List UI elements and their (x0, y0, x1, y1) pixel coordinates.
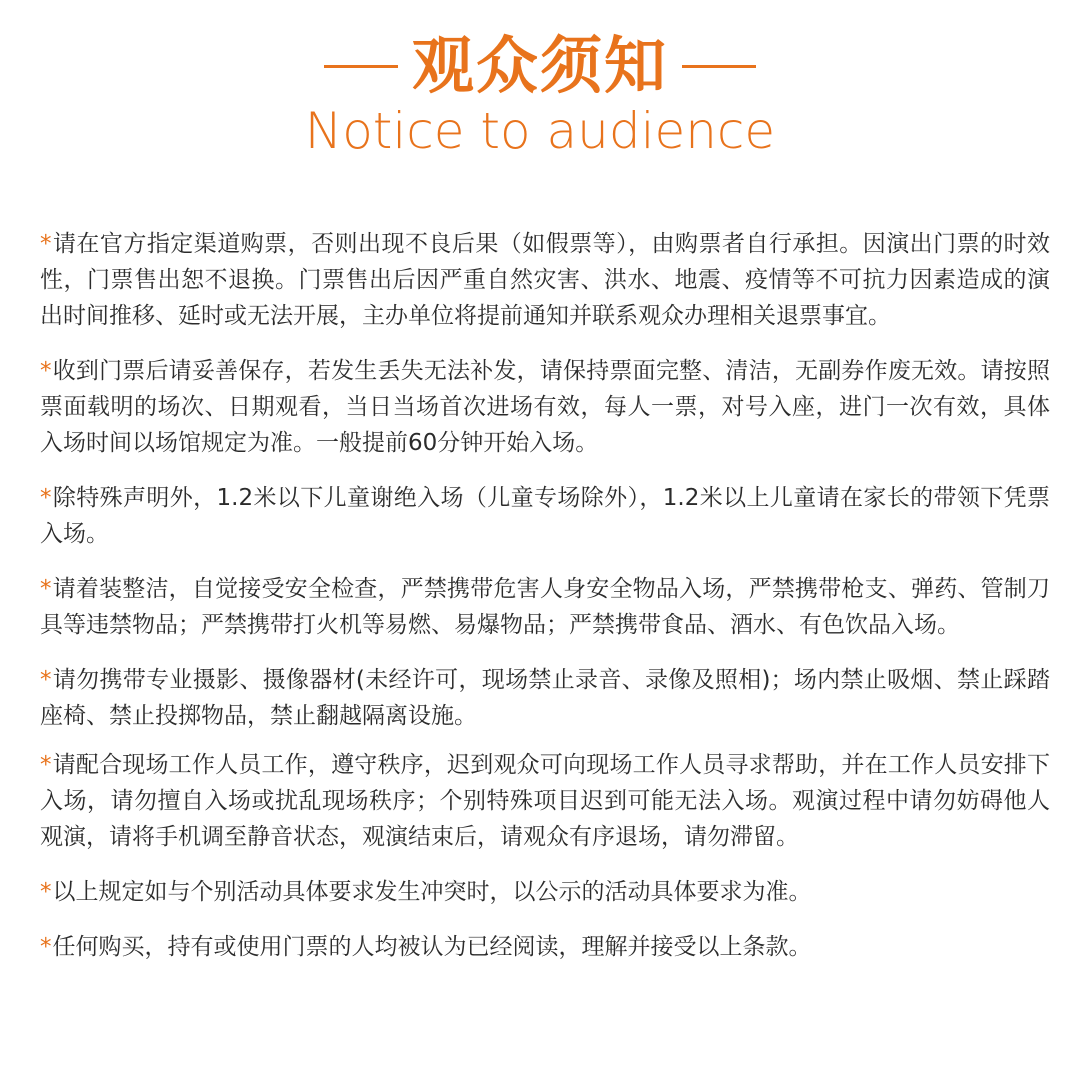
notice-text: 请勿携带专业摄影、摄像器材(未经许可，现场禁止录音、录像及照相)；场内禁止吸烟、禁止踩踏座椅、禁止投掷物品，禁止翻越隔离设施。 (40, 667, 1050, 729)
title-row (0, 28, 1080, 104)
notice-item-tickets-purchase (40, 226, 1050, 334)
notice-text: 请配合现场工作人员工作，遵守秩序，迟到观众可向现场工作人员寻求帮助，并在工作人员安排下入场，请勿擅自入场或扰乱现场秩序；个别特殊项目迟到可能无法入场。观演过程中请勿妨碍他人观演，请将手机调至静音状态，观演结束后，请观众有序退场，请勿滞留。 (40, 752, 1050, 850)
title-left-rule (324, 65, 398, 68)
notice-text: 任何购买，持有或使用门票的人均被认为已经阅读，理解并接受以上条款。 (52, 934, 812, 960)
bullet-asterisk: * (40, 879, 52, 905)
bullet-asterisk: * (40, 576, 52, 602)
notice-text: 收到门票后请妥善保存，若发生丢失无法补发，请保持票面完整、清洁，无副券作废无效。请按照票面载明的场次、日期观看，当日当场首次进场有效，每人一票，对号入座，进门一次有效，具体入场时间以场馆规定为准。一般提前60分钟开始入场。 (40, 358, 1050, 456)
notice-item-security-check (40, 571, 1050, 643)
notice-item-conflict-rule (40, 874, 1050, 910)
bullet-asterisk: * (40, 934, 52, 960)
bullet-asterisk: * (40, 485, 52, 511)
notice-item-acceptance (40, 929, 1050, 965)
bullet-asterisk: * (40, 752, 52, 778)
notice-text: 请在官方指定渠道购票，否则出现不良后果（如假票等），由购票者自行承担。因演出门票的时效性，门票售出恕不退换。门票售出后因严重自然灾害、洪水、地震、疫情等不可抗力因素造成的演出时间推移、延时或无法开展，主办单位将提前通知并联系观众办理相关退票事宜。 (40, 231, 1050, 329)
page-title-cn: 观众须知 (411, 29, 668, 102)
notice-item-children (40, 480, 1050, 552)
notice-header (0, 0, 1080, 170)
bullet-asterisk: * (40, 358, 52, 384)
notice-item-staff-order (40, 747, 1050, 855)
title-right-rule (682, 65, 756, 68)
notice-item-recording (40, 662, 1050, 734)
bullet-asterisk: * (40, 667, 52, 693)
notice-list (40, 226, 1050, 984)
notice-text: 除特殊声明外，1.2米以下儿童谢绝入场（儿童专场除外），1.2米以上儿童请在家长的带领下凭票入场。 (40, 485, 1050, 547)
notice-text: 以上规定如与个别活动具体要求发生冲突时，以公示的活动具体要求为准。 (52, 879, 812, 905)
notice-text: 请着装整洁，自觉接受安全检查，严禁携带危害人身安全物品入场，严禁携带枪支、弹药、管制刀具等违禁物品；严禁携带打火机等易燃、易爆物品；严禁携带食品、酒水、有色饮品入场。 (40, 576, 1050, 638)
page-title-en: Notice to audience (304, 102, 776, 160)
bullet-asterisk: * (40, 231, 52, 257)
notice-item-ticket-care (40, 353, 1050, 461)
